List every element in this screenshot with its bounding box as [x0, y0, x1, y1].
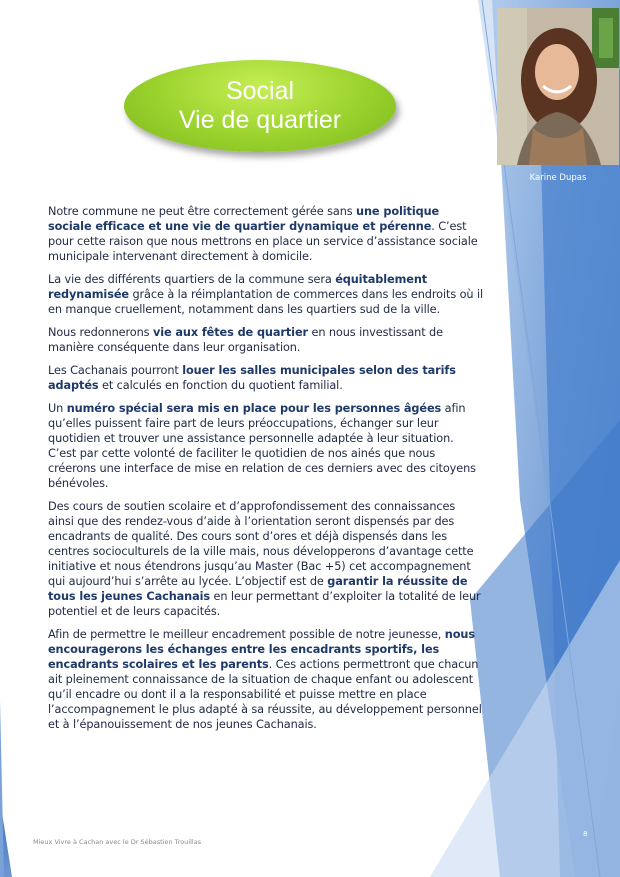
emphasis-text: garantir la réussite de tous les jeunes Cachanais — [48, 575, 468, 603]
emphasis-text: équitablement redynamisée — [48, 273, 428, 301]
body-text-run: La vie des différents quartiers de la commune sera — [48, 273, 336, 286]
body-text-run: Nous redonnerons — [48, 326, 153, 339]
body-text-run: . Ces actions permettront que chacun ait pleinement connaissance de la situation de chaque enfant ou adolescent qu’il encadre ou dont il a la responsabilité et puisse mettre en place l’accompagnement le plus adapté à sa réussite, au développement personnel et à l’épanouissement de nos jeunes Cachanais. — [48, 658, 482, 731]
body-text — [48, 204, 484, 740]
emphasis-text: une politique sociale efficace et une vie de quartier dynamique et pérenne — [48, 205, 440, 233]
title-line-1: Social — [225, 77, 295, 105]
portrait-photo — [497, 8, 619, 165]
emphasis-text: louer les salles municipales selon des tarifs adaptés — [48, 364, 456, 392]
section-title-oval — [124, 60, 396, 152]
portrait-image-icon — [497, 8, 619, 165]
body-text-run: Les Cachanais pourront — [48, 364, 183, 377]
body-text-run: Afin de permettre le meilleur encadrement possible de notre jeunesse, — [48, 628, 445, 641]
body-text-run: en nous investissant de manière conséquente dans leur organisation. — [48, 326, 443, 354]
body-text-run: Notre commune ne peut être correctement gérée sans — [48, 205, 357, 218]
body-text-run: afin qu’elles puissent faire part de leurs préoccupations, échanger sur leur quotidien et trouver une assistance personnelle adaptée à leur situation. C’est par cette volonté de faciliter le quotidien de nos ainés que nous créerons une interface de mise en relation de ces derniers avec des citoyens bénévoles. — [48, 402, 476, 490]
body-text-run: et calculés en fonction du quotient familial. — [98, 379, 343, 392]
paragraph — [48, 272, 484, 317]
page-number: 8 — [583, 830, 588, 838]
body-text-run: . C’est pour cette raison que nous mettrons en place un service d’assistance sociale municipale intervenant directement à domicile. — [48, 220, 478, 263]
body-text-run: en leur permettant d’exploiter la totalité de leur potentiel et de leurs capacités. — [48, 590, 481, 618]
emphasis-text: numéro spécial sera mis en place pour les personnes âgées — [66, 402, 442, 415]
emphasis-text: nous encouragerons les échanges entre les encadrants sportifs, les encadrants scolaires et les parents — [48, 628, 475, 671]
emphasis-text: vie aux fêtes de quartier — [152, 326, 308, 339]
paragraph — [48, 363, 484, 393]
body-text-run: grâce à la réimplantation de commerces dans les endroits où il en manque cruellement, notamment dans les quartiers sud de la ville. — [48, 288, 484, 316]
body-text-run: Des cours de soutien scolaire et d’approfondissement des connaissances ainsi que des rendez-vous d’aide à l’orientation seront dispensés par des encadrants de qualité. Des cours sont d’ores et déjà dispensés dans les centres socioculturels de la ville mais, nous développerons d’avantage cette initiative et nous étendrons jusqu’au Master (Bac +5) cet accompagnement qui aujourd’hui s’arrête au lycée. L’objectif est de — [48, 500, 474, 588]
paragraph — [48, 204, 484, 264]
paragraph — [48, 627, 484, 732]
paragraph — [48, 325, 484, 355]
body-text-run: Un — [48, 402, 67, 415]
title-line-2: Vie de quartier — [178, 106, 342, 134]
paragraph — [48, 499, 484, 619]
page-footer: Mieux Vivre à Cachan avec le Dr Sébastien Trouillas — [33, 838, 202, 846]
paragraph — [48, 401, 484, 491]
photo-caption: Karine Dupas — [529, 173, 587, 183]
